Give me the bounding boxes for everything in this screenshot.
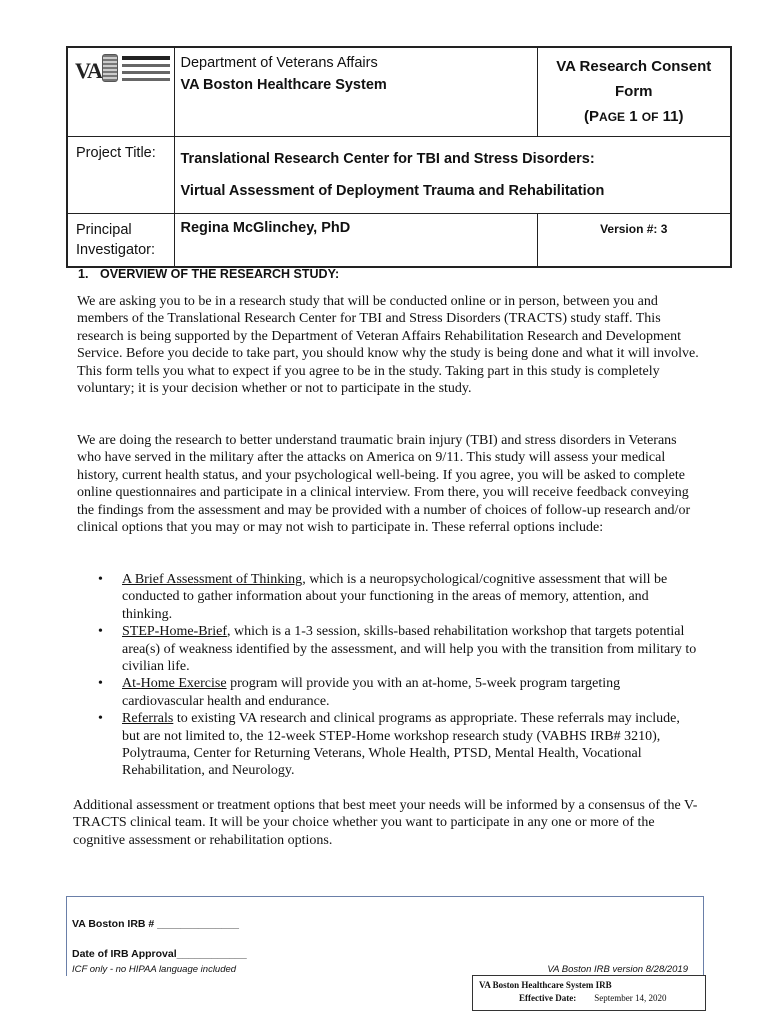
stamp-title: VA Boston Healthcare System IRB — [479, 980, 612, 990]
form-title-cell — [537, 47, 731, 137]
va-logo-wordmark-icon — [122, 56, 170, 85]
list-item: • At-Home Exercise program will provide you with an at-home, 5-week program targeting cardiovascular health and endurance. — [98, 675, 698, 710]
consent-header-table — [66, 46, 732, 268]
overview-paragraph-2: We are doing the research to better understand traumatic brain injury (TBI) and stress disorders in Veterans who have served in the military after the attacks on America on 9/11. This study will assess your medical history, current health status, and your psychological well-being. If you agree, you will be asked to complete online questionnaires and participate in a clinical interview. From there, you will receive feedback conveying the findings from the assessment and may be provided with a number of choices of follow-up research and/or clinical options that you may or may not wish to participate in. These referral options include: — [77, 433, 691, 536]
section-heading: 1. OVERVIEW OF THE RESEARCH STUDY: — [78, 267, 340, 281]
va-seal-icon — [102, 54, 118, 82]
referral-options-list — [98, 571, 698, 780]
principal-investigator-name: Regina McGlinchey, PhD — [174, 214, 537, 268]
form-title: VA Research Consent Form — [556, 58, 712, 100]
irb-version: VA Boston IRB version 8/28/2019 — [547, 964, 688, 975]
va-logo — [67, 47, 174, 137]
healthcare-system-name: VA Boston Healthcare System — [180, 77, 387, 93]
icf-note: ICF only - no HIPAA language included — [72, 964, 237, 975]
list-item: • Referrals to existing VA research and clinical programs as appropriate. These referrals may include, but are not limited to, the 12-week STEP-Home workshop research study (VABHS IRB# 3210), Polytrauma, Center for Returning Veterans, Whole Health, PTSD, Mental Health, Vocational Rehabilitation, and Neurology. — [98, 710, 698, 780]
version-number: Version #: 3 — [537, 214, 731, 268]
irb-approval-date-field: Date of IRB Approval____________ — [72, 948, 247, 960]
project-title-label: Project Title: — [67, 137, 174, 214]
department-cell — [174, 47, 537, 137]
page-indicator: (PAGE 1 OF 11) — [584, 108, 684, 125]
overview-paragraph-3: Additional assessment or treatment options that best meet your needs will be informed by a consensus of the V-TRACTS clinical team. It will be your choice whether you want to participate in any one or more of the cognitive assessment or rehabilitation options. — [73, 798, 698, 848]
irb-number-field: VA Boston IRB # ______________ — [72, 918, 239, 930]
overview-paragraph-1: We are asking you to be in a research study that will be conducted online or in person, between you and members of the Translational Research Center for TBI and Stress Disorders (TRACTS) study staff. This research is being supported by the Department of Veteran Affairs Rehabilitation Research and Development Service. Before you decide to take part, you should know why the study is being done and what it will involve. This form tells you what to expect if you agree to be in the study. Taking part in this study is completely voluntary; it is your decision whether or not to participate in the study. — [77, 294, 699, 397]
stamp-effective-row: Effective Date: September 14, 2020 — [519, 993, 667, 1003]
irb-effective-stamp — [472, 975, 706, 1011]
list-item: • A Brief Assessment of Thinking, which is a neuropsychological/cognitive assessment that will be conducted to gather information about your functioning in the areas of memory, attention, and thinking. — [98, 571, 698, 623]
principal-investigator-label: Principal Investigator: — [67, 214, 174, 268]
department-name: Department of Veterans Affairs — [180, 55, 378, 71]
va-logo-text: VA — [75, 58, 102, 83]
project-title: Translational Research Center for TBI and Stress Disorders: Virtual Assessment of Deployment Trauma and Rehabilitation — [174, 137, 731, 214]
list-item: • STEP-Home-Brief, which is a 1-3 session, skills-based rehabilitation workshop that targets potential area(s) of weakness identified by the assessment, and will help you with the transition from military to civilian life. — [98, 623, 698, 675]
